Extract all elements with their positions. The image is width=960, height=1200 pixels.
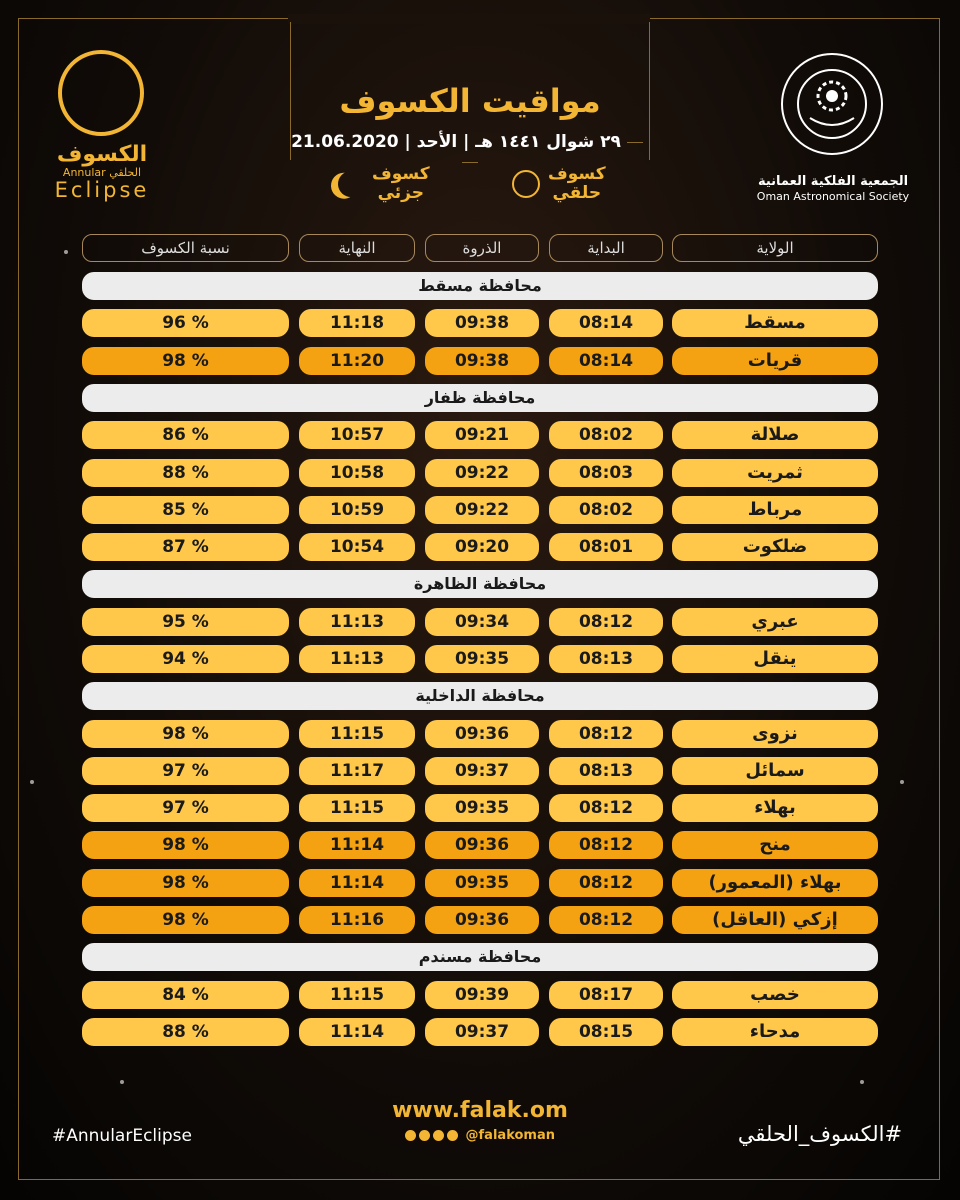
start-time-cell: 08:13 bbox=[549, 645, 663, 673]
peak-time-cell: 09:36 bbox=[425, 906, 539, 934]
facebook-icon bbox=[433, 1130, 444, 1141]
peak-time-cell: 09:37 bbox=[425, 1018, 539, 1046]
star bbox=[120, 1080, 124, 1084]
wilaya-cell: مدحاء bbox=[672, 1018, 878, 1046]
star bbox=[64, 250, 68, 254]
hashtag-en[interactable]: #AnnularEclipse bbox=[52, 1126, 192, 1146]
society-name-en: Oman Astronomical Society bbox=[756, 190, 910, 203]
peak-time-cell: 09:21 bbox=[425, 421, 539, 449]
peak-time-cell: 09:20 bbox=[425, 533, 539, 561]
peak-time-cell: 09:37 bbox=[425, 757, 539, 785]
ring-icon bbox=[512, 170, 540, 198]
twitter-icon bbox=[405, 1130, 416, 1141]
ratio-cell: 97 % bbox=[82, 757, 289, 785]
wilaya-cell: بهلاء bbox=[672, 794, 878, 822]
end-time-cell: 11:15 bbox=[299, 981, 415, 1009]
end-time-cell: 10:54 bbox=[299, 533, 415, 561]
peak-time-cell: 09:35 bbox=[425, 645, 539, 673]
end-time-cell: 11:20 bbox=[299, 347, 415, 375]
peak-time-cell: 09:38 bbox=[425, 309, 539, 337]
end-time-cell: 11:13 bbox=[299, 608, 415, 636]
society-seal-icon bbox=[780, 52, 884, 156]
wilaya-cell: بهلاء (المعمور) bbox=[672, 869, 878, 897]
start-time-cell: 08:12 bbox=[549, 906, 663, 934]
start-time-cell: 08:17 bbox=[549, 981, 663, 1009]
instagram-icon bbox=[419, 1130, 430, 1141]
social-handle[interactable]: @falakoman bbox=[380, 1128, 580, 1143]
ratio-cell: 95 % bbox=[82, 608, 289, 636]
ratio-cell: 98 % bbox=[82, 831, 289, 859]
col-header-end: النهاية bbox=[299, 234, 415, 262]
ratio-cell: 98 % bbox=[82, 720, 289, 748]
ratio-cell: 86 % bbox=[82, 421, 289, 449]
peak-time-cell: 09:35 bbox=[425, 794, 539, 822]
ratio-cell: 88 % bbox=[82, 459, 289, 487]
hashtag-ar[interactable]: #الكسوف_الحلقي bbox=[737, 1122, 903, 1146]
peak-time-cell: 09:39 bbox=[425, 981, 539, 1009]
governorate-header: محافظة الظاهرة bbox=[82, 570, 878, 598]
wilaya-cell: سمائل bbox=[672, 757, 878, 785]
start-time-cell: 08:03 bbox=[549, 459, 663, 487]
end-time-cell: 10:57 bbox=[299, 421, 415, 449]
col-header-ratio: نسبة الكسوف bbox=[82, 234, 289, 262]
logo-subtitle: Annular الحلقي bbox=[62, 166, 142, 179]
wilaya-cell: صلالة bbox=[672, 421, 878, 449]
ratio-cell: 85 % bbox=[82, 496, 289, 524]
ratio-cell: 98 % bbox=[82, 347, 289, 375]
wilaya-cell: منح bbox=[672, 831, 878, 859]
ratio-cell: 87 % bbox=[82, 533, 289, 561]
start-time-cell: 08:13 bbox=[549, 757, 663, 785]
start-time-cell: 08:02 bbox=[549, 421, 663, 449]
ratio-cell: 88 % bbox=[82, 1018, 289, 1046]
governorate-header: محافظة الداخلية bbox=[82, 682, 878, 710]
col-header-start: البداية bbox=[549, 234, 663, 262]
legend-partial: كسوف جزئي bbox=[338, 165, 430, 203]
start-time-cell: 08:12 bbox=[549, 831, 663, 859]
website-link[interactable]: www.falak.om bbox=[392, 1098, 568, 1123]
peak-time-cell: 09:35 bbox=[425, 869, 539, 897]
end-time-cell: 11:17 bbox=[299, 757, 415, 785]
ratio-cell: 98 % bbox=[82, 869, 289, 897]
end-time-cell: 11:14 bbox=[299, 1018, 415, 1046]
end-time-cell: 11:14 bbox=[299, 831, 415, 859]
end-time-cell: 11:14 bbox=[299, 869, 415, 897]
peak-time-cell: 09:34 bbox=[425, 608, 539, 636]
start-time-cell: 08:14 bbox=[549, 309, 663, 337]
ratio-cell: 94 % bbox=[82, 645, 289, 673]
star bbox=[30, 780, 34, 784]
legend-annular: كسوف حلقي bbox=[512, 165, 606, 203]
youtube-icon bbox=[447, 1130, 458, 1141]
start-time-cell: 08:01 bbox=[549, 533, 663, 561]
start-time-cell: 08:02 bbox=[549, 496, 663, 524]
end-time-cell: 10:58 bbox=[299, 459, 415, 487]
end-time-cell: 11:15 bbox=[299, 720, 415, 748]
governorate-header: محافظة مسقط bbox=[82, 272, 878, 300]
end-time-cell: 10:59 bbox=[299, 496, 415, 524]
wilaya-cell: مسقط bbox=[672, 309, 878, 337]
ratio-cell: 96 % bbox=[82, 309, 289, 337]
col-header-peak: الذروة bbox=[425, 234, 539, 262]
star bbox=[900, 780, 904, 784]
peak-time-cell: 09:22 bbox=[425, 496, 539, 524]
date-line: ٢٩ شوال ١٤٤١ هـ | الأحد | 21.06.2020 bbox=[290, 132, 650, 172]
wilaya-cell: إزكي (العاقل) bbox=[672, 906, 878, 934]
end-time-cell: 11:16 bbox=[299, 906, 415, 934]
logo-arabic: الكسوف bbox=[56, 142, 148, 167]
wilaya-cell: قريات bbox=[672, 347, 878, 375]
star bbox=[860, 1080, 864, 1084]
society-name-ar: الجمعية الفلكية العمانية bbox=[757, 174, 909, 189]
wilaya-cell: نزوى bbox=[672, 720, 878, 748]
ratio-cell: 84 % bbox=[82, 981, 289, 1009]
wilaya-cell: ينقل bbox=[672, 645, 878, 673]
wilaya-cell: خصب bbox=[672, 981, 878, 1009]
end-time-cell: 11:13 bbox=[299, 645, 415, 673]
crescent-icon bbox=[334, 167, 367, 200]
page-title: مواقيت الكسوف bbox=[339, 82, 601, 120]
peak-time-cell: 09:36 bbox=[425, 831, 539, 859]
start-time-cell: 08:12 bbox=[549, 794, 663, 822]
wilaya-cell: مرباط bbox=[672, 496, 878, 524]
wilaya-cell: ضلكوت bbox=[672, 533, 878, 561]
start-time-cell: 08:15 bbox=[549, 1018, 663, 1046]
end-time-cell: 11:15 bbox=[299, 794, 415, 822]
governorate-header: محافظة ظفار bbox=[82, 384, 878, 412]
ratio-cell: 98 % bbox=[82, 906, 289, 934]
start-time-cell: 08:12 bbox=[549, 869, 663, 897]
start-time-cell: 08:12 bbox=[549, 720, 663, 748]
start-time-cell: 08:12 bbox=[549, 608, 663, 636]
wilaya-cell: ثمريت bbox=[672, 459, 878, 487]
start-time-cell: 08:14 bbox=[549, 347, 663, 375]
peak-time-cell: 09:36 bbox=[425, 720, 539, 748]
peak-time-cell: 09:22 bbox=[425, 459, 539, 487]
logo-eclipse: Eclipse bbox=[54, 178, 150, 202]
wilaya-cell: عبري bbox=[672, 608, 878, 636]
col-header-wilaya: الولاية bbox=[672, 234, 878, 262]
end-time-cell: 11:18 bbox=[299, 309, 415, 337]
peak-time-cell: 09:38 bbox=[425, 347, 539, 375]
governorate-header: محافظة مسندم bbox=[82, 943, 878, 971]
annular-eclipse-ring-logo bbox=[58, 50, 144, 136]
ratio-cell: 97 % bbox=[82, 794, 289, 822]
